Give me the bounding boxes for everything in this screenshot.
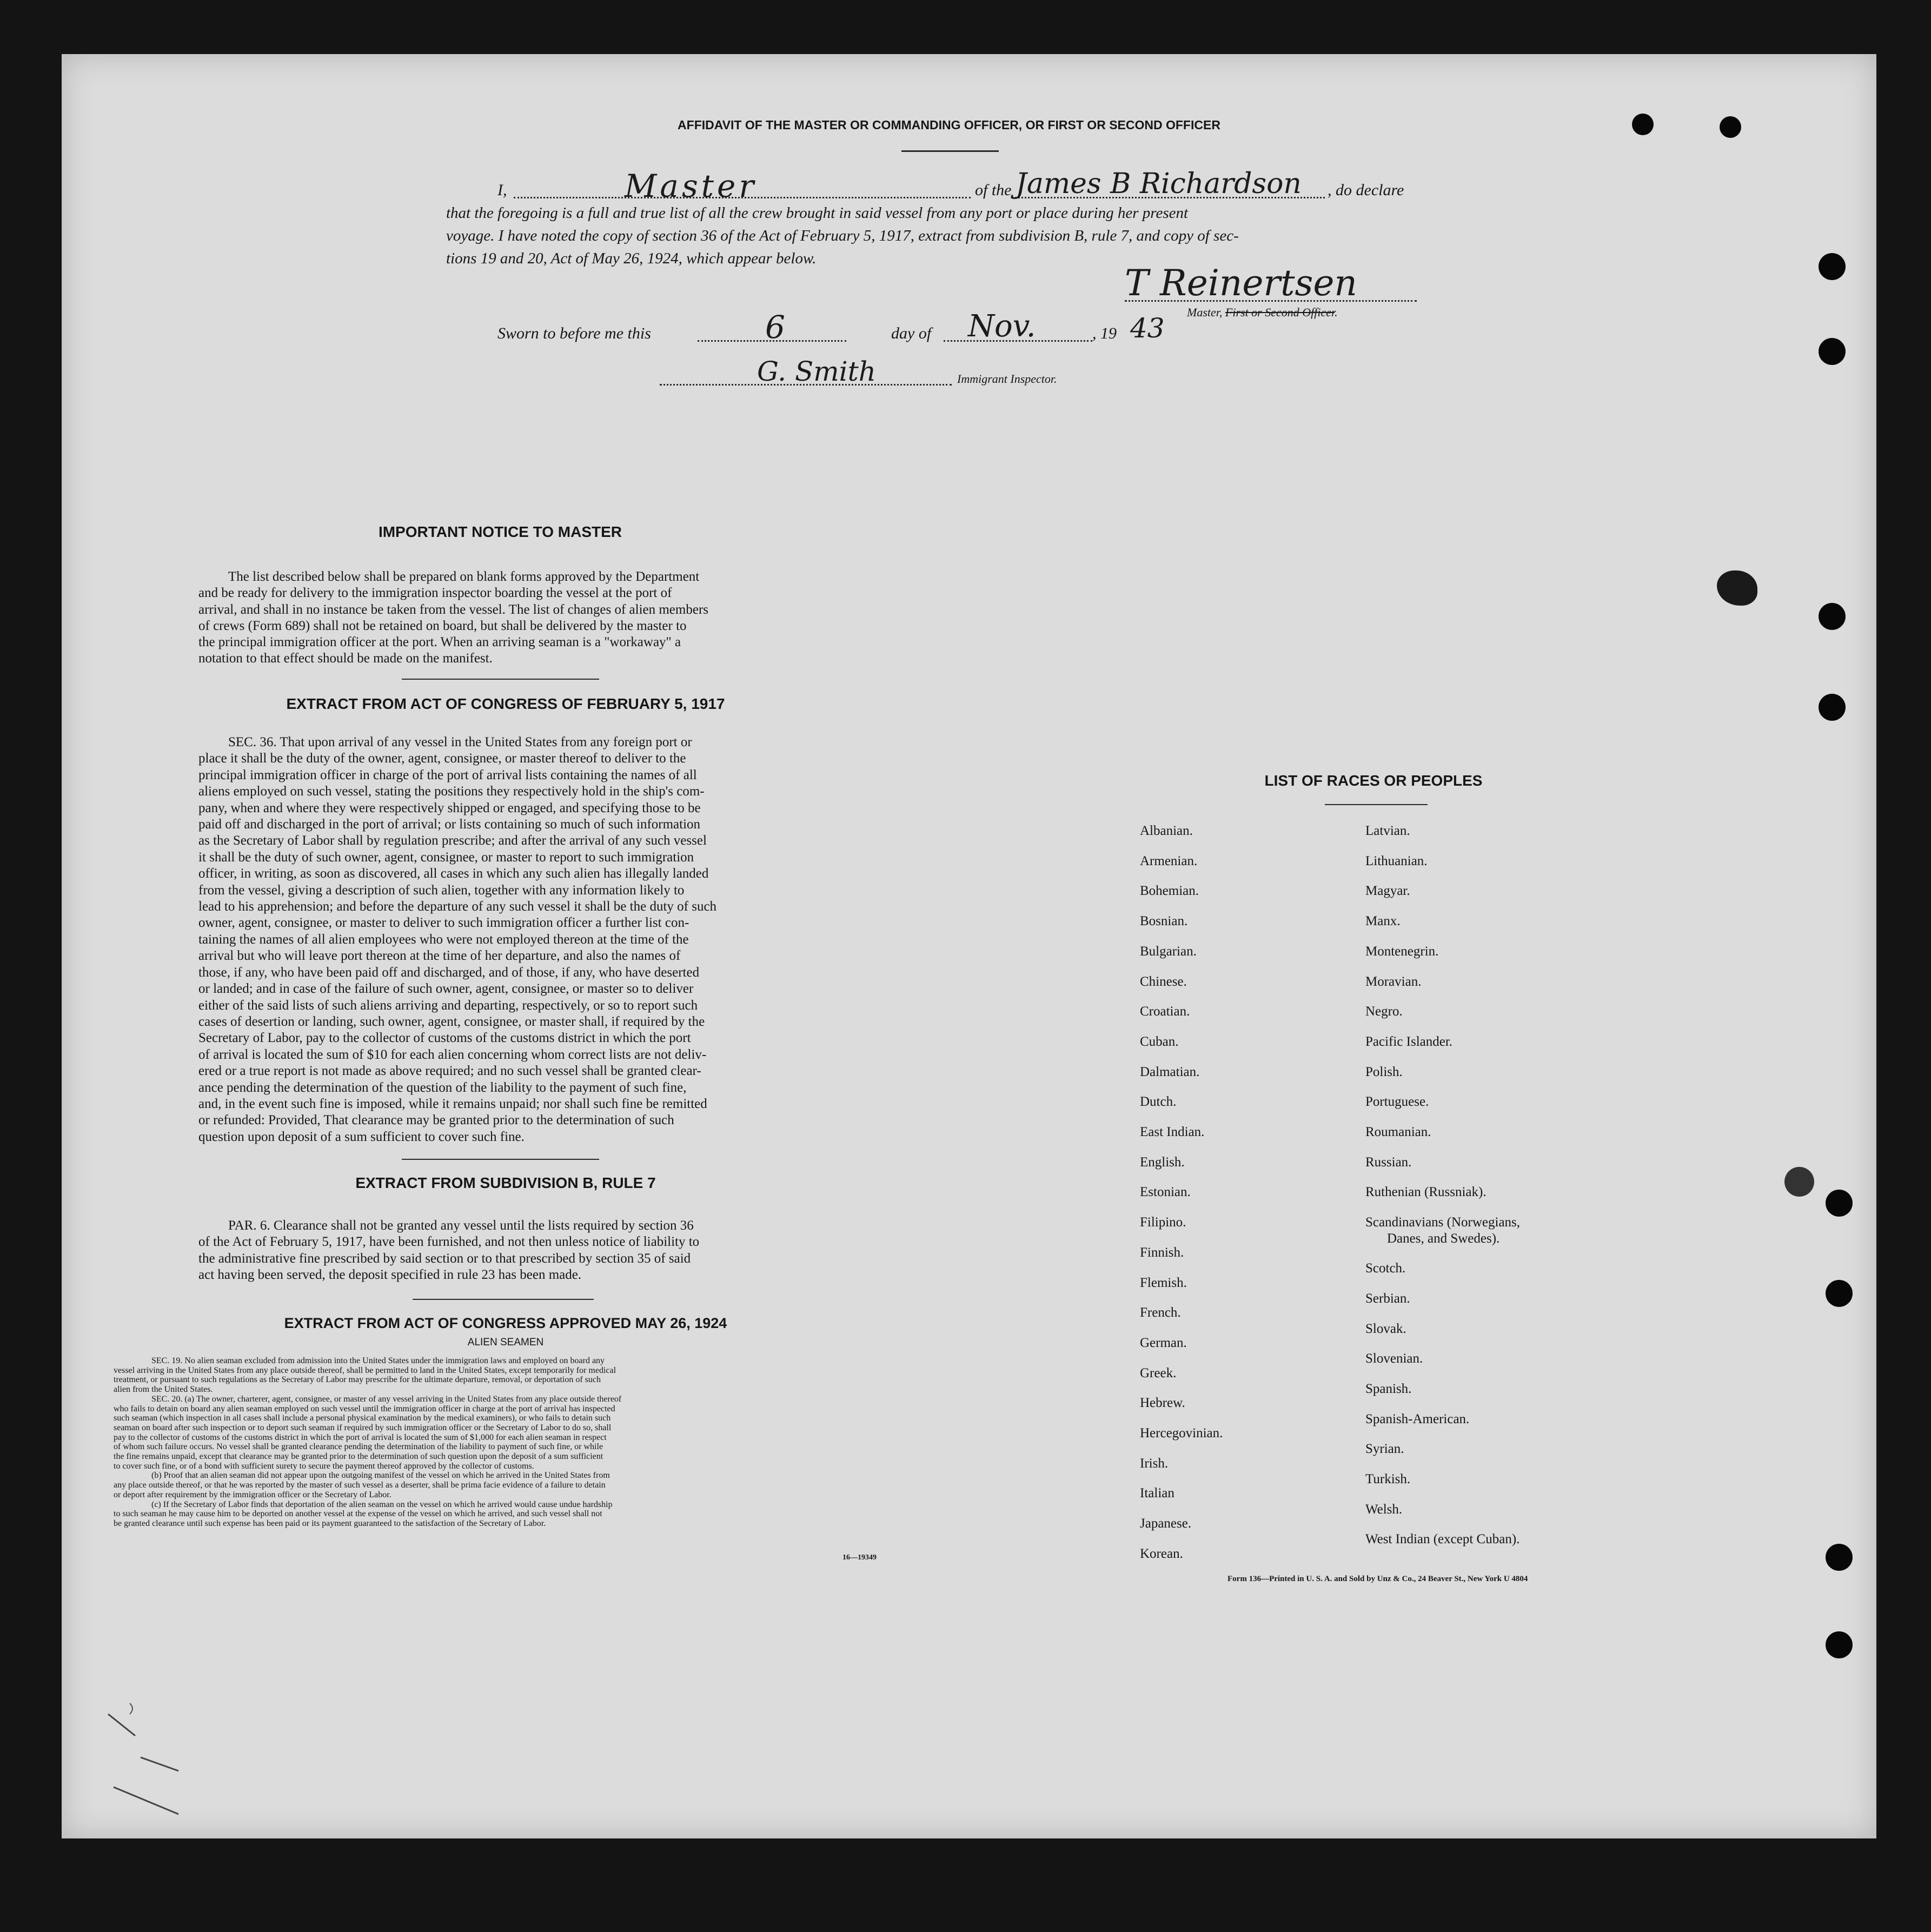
notice-line: arrival, and shall in no instance be taken from the vessel. The list of changes of alien members — [198, 602, 708, 617]
race-item: German. — [1140, 1335, 1187, 1350]
extract-1924-title: EXTRACT FROM ACT OF CONGRESS APPROVED MAY 26, 1924 — [284, 1315, 727, 1331]
race-item: Scandinavians (Norwegians, — [1365, 1215, 1521, 1230]
sec36-line: principal immigration officer in charge of the port of arrival lists containing the names of all — [198, 767, 697, 782]
race-item: Serbian. — [1365, 1291, 1410, 1306]
title-divider — [901, 150, 999, 152]
races-title: LIST OF RACES OR PEOPLES — [1264, 772, 1483, 789]
race-item: Spanish-American. — [1365, 1411, 1470, 1426]
affidavit-line3: voyage. I have noted the copy of section 36 of the Act of February 5, 1917, extract from subdivision B, rule 7, and copy of sec- — [446, 227, 1239, 244]
sec36-line: Secretary of Labor, pay to the collector of customs of the customs district in which the port — [198, 1031, 691, 1046]
sec36-line: either of the said lists of such aliens arriving and departing, respectively, or so to report such — [198, 998, 698, 1013]
sec36-line: question upon deposit of a sum sufficient to cover such fine. — [198, 1129, 525, 1144]
race-item: Pacific Islander. — [1365, 1034, 1453, 1049]
signature-label-period: . — [1335, 306, 1338, 319]
sec19-line: alien from the United States. — [114, 1385, 213, 1395]
sec20-line: of whom such failure occurs. No vessel shall be granted clearance pending the determination of the liability to payment of such fine, or while — [114, 1442, 603, 1452]
punch-hole — [1826, 1544, 1853, 1571]
master-hand: Master — [625, 168, 758, 204]
rule7-line: PAR. 6. Clearance shall not be granted any vessel until the lists required by section 36 — [228, 1218, 694, 1233]
form-info: Form 136—Printed in U. S. A. and Sold by Unz & Co., 24 Beaver St., New York U 4804 — [1227, 1575, 1528, 1583]
extract-1917-title: EXTRACT FROM ACT OF CONGRESS OF FEBRUARY 5, 1917 — [286, 695, 725, 712]
day-hand: 6 — [765, 309, 785, 346]
signature-label — [1187, 306, 1338, 320]
extract-1924-subtitle: ALIEN SEAMEN — [467, 1337, 544, 1348]
sec36-line: arrival but who will leave port thereon at the time of her departure, and also the names of — [198, 948, 681, 964]
race-item: Albanian. — [1140, 824, 1193, 838]
race-item: Slovak. — [1365, 1321, 1406, 1336]
sec36-line: SEC. 36. That upon arrival of any vessel in the United States from any foreign port or — [228, 735, 692, 749]
race-item: West Indian (except Cuban). — [1365, 1532, 1520, 1547]
race-item: Korean. — [1140, 1546, 1183, 1561]
signature-field — [1125, 262, 1417, 304]
race-item: Magyar. — [1365, 884, 1410, 899]
punch-hole — [1720, 116, 1741, 138]
sec36-line: those, if any, who have been paid off and discharged, and of those, if any, who have deserted — [198, 965, 700, 980]
pencil-marks — [97, 1692, 195, 1833]
sec20-line: (c) If the Secretary of Labor finds that deportation of the alien seaman on the vessel on which he arrived would cause undue hardship — [151, 1499, 613, 1509]
sec36-line: pany, when and where they were respectively shipped or engaged, and specifying those to be — [198, 800, 701, 815]
sec36-line: cases of desertion or landing, such owner, agent, consignee, or master shall, if required by the — [198, 1014, 705, 1029]
race-item: Hebrew. — [1140, 1396, 1185, 1411]
notice-line: the principal immigration officer at the port. When an arriving seaman is a "workaway" a — [198, 635, 681, 650]
sec20-line: such seaman (which inspection in all cases shall include a personal physical examination by the medical examiners), or who fails to detain such — [114, 1413, 611, 1423]
race-item: Finnish. — [1140, 1245, 1184, 1260]
punch-hole — [1632, 114, 1654, 135]
race-item: Negro. — [1365, 1004, 1403, 1019]
sec36-line: owner, agent, consignee, or master to deliver to such immigration officer a further list con- — [198, 915, 689, 931]
signature-label-master: Master, — [1187, 306, 1223, 319]
sec36-line: ered or a true report is not made as above required; and no such vessel shall be granted clear- — [198, 1064, 701, 1079]
rule7-line: the administrative fine prescribed by said section or to that prescribed by section 35 of said — [198, 1251, 691, 1266]
sec36-line: or landed; and in case of the failure of such owner, agent, consignee, or master so to deliver — [198, 981, 694, 997]
notice-line: and be ready for delivery to the immigration inspector boarding the vessel at the port of — [198, 586, 672, 601]
rule7-line: of the Act of February 5, 1917, have been furnished, and not then unless notice of liability to — [198, 1234, 700, 1250]
race-item: Estonian. — [1140, 1185, 1191, 1200]
race-item: Welsh. — [1365, 1502, 1403, 1517]
sec20-line: seaman on board after such inspection or to deport such seaman if required by such immigration officer or the Secretary of Labor to do so, shall — [114, 1423, 612, 1432]
sec20-line: to cover such fine, or of a bond with sufficient surety to secure the payment thereof approved by the collector of customs. — [114, 1461, 534, 1471]
month-field — [944, 309, 1092, 344]
sec36-line: and, in the event such fine is imposed, while it remains unpaid; nor shall such fine be remitted — [198, 1096, 707, 1111]
race-item: Russian. — [1365, 1154, 1412, 1170]
race-item: Greek. — [1140, 1365, 1177, 1380]
affidavit-line2: that the foregoing is a full and true list of all the crew brought in said vessel from any port or place during her present — [446, 204, 1189, 222]
inspector-field — [660, 356, 952, 387]
sec36-line: aliens employed on such vessel, stating the positions they respectively hold in the ship's com- — [198, 784, 705, 799]
sec20-line: (b) Proof that an alien seaman did not appear upon the outgoing manifest of the vessel on which he arrived in the United States from — [151, 1471, 610, 1480]
sec20-line: to such seaman he may cause him to be deported on another vessel at the expense of the vessel on which he arrived, and such vessel shall not — [114, 1509, 602, 1519]
section-divider — [402, 1159, 599, 1160]
race-item: Italian — [1140, 1486, 1174, 1501]
master-field — [514, 168, 971, 204]
punch-hole — [1826, 1280, 1853, 1307]
race-item: Bulgarian. — [1140, 944, 1197, 959]
race-item: Scotch. — [1365, 1261, 1406, 1276]
rule7-title: EXTRACT FROM SUBDIVISION B, RULE 7 — [355, 1174, 656, 1191]
of-the-label: of the — [975, 181, 1012, 199]
sec36-line: paid off and discharged in the port of arrival; or lists containing so much of such information — [198, 817, 701, 832]
race-item: Croatian. — [1140, 1004, 1190, 1019]
extract-1917-body — [198, 734, 805, 1145]
punch-hole — [1826, 1190, 1853, 1217]
month-hand: Nov. — [968, 309, 1036, 344]
sec36-line: from the vessel, giving a description of such alien, together with any information likely to — [198, 882, 685, 898]
sec20-line: pay to the collector of customs of the customs district in which the port of arrival is located the sum of $1,000 for each alien seaman in respect — [114, 1432, 607, 1442]
race-item: Japanese. — [1140, 1516, 1192, 1531]
signature-label-struck: First or Second Officer — [1225, 306, 1335, 319]
inspector-label: Immigrant Inspector. — [957, 372, 1057, 386]
sec20-line: SEC. 20. (a) The owner, charterer, agent, consignee, or master of any vessel arriving in the United States from any place outside thereof — [151, 1394, 622, 1404]
vessel-field — [1011, 168, 1325, 200]
punch-hole — [1819, 253, 1846, 280]
race-item: Spanish. — [1365, 1381, 1412, 1396]
race-item: Turkish. — [1365, 1472, 1411, 1487]
affidavit-title: AFFIDAVIT OF THE MASTER OR COMMANDING OFFICER, OR FIRST OR SECOND OFFICER — [678, 118, 1220, 132]
sec36-line: it shall be the duty of such owner, agent, consignee, or master to report to such immigration — [198, 849, 694, 865]
extract-1924-body — [114, 1356, 891, 1529]
sec19-line: SEC. 19. No alien seaman excluded from admission into the United States under the immigration laws and employed on board any — [151, 1356, 605, 1365]
race-item: Cuban. — [1140, 1034, 1179, 1049]
vessel-hand: James B Richardson — [1016, 168, 1302, 200]
sec20-line: any place outside thereof, or that he was reported by the master of such vessel as a deserter, shall be prima facie evidence of a failure to detain — [114, 1480, 606, 1490]
sec36-line: place it shall be the duty of the owner, agent, consignee, or master thereof to deliver to the — [198, 751, 686, 766]
race-item: Lithuanian. — [1365, 853, 1428, 868]
race-item: Irish. — [1140, 1456, 1169, 1471]
race-item: Moravian. — [1365, 974, 1422, 989]
sec36-line: taining the names of all alien employees who were not employed thereon at the time of the — [198, 932, 689, 947]
sec20-line: who fails to detain on board any alien seaman employed on such vessel until the immigration officer in charge at the port of arrival has inspected — [114, 1404, 615, 1413]
notice-line: of crews (Form 689) shall not be retained on board, but shall be delivered by the master to — [198, 618, 687, 633]
rule7-body — [198, 1218, 805, 1284]
notice-body — [198, 569, 805, 667]
rule7-line: act having been served, the deposit specified in rule 23 has been made. — [198, 1267, 582, 1283]
ink-blot — [1784, 1167, 1814, 1197]
races-left-column — [1140, 816, 1223, 1569]
races-right-column — [1365, 816, 1520, 1555]
sworn-prefix: Sworn to before me this — [497, 324, 651, 342]
day-field — [698, 309, 846, 346]
sec36-line: officer, in writing, as soon as discovered, all cases in which any such alien has illegally landed — [198, 866, 709, 881]
race-item: Dalmatian. — [1140, 1064, 1200, 1079]
race-item: Slovenian. — [1365, 1351, 1423, 1366]
year-prefix: , 19 — [1092, 324, 1117, 342]
race-item: Flemish. — [1140, 1275, 1187, 1290]
sec36-line: ance pending the determination of the question of the liability to the payment of such fine, — [198, 1080, 687, 1095]
day-of-label: day of — [891, 324, 932, 342]
sec20-line: be granted clearance until such expense has been paid or its payment guaranteed to the satisfaction of the Secretary of Labor. — [114, 1518, 546, 1528]
race-item: Syrian. — [1365, 1442, 1404, 1457]
sec36-line: as the Secretary of Labor shall by regulation prescribe; and after the arrival of any such vessel — [198, 833, 707, 848]
inspector-hand: G. Smith — [757, 356, 876, 387]
race-item: Portuguese. — [1365, 1094, 1429, 1110]
sec36-line: lead to his apprehension; and before the departure of any such vessel it shall be the duty of such — [198, 899, 717, 914]
race-item: Bosnian. — [1140, 914, 1188, 929]
notice-line: The list described below shall be prepared on blank forms approved by the Department — [228, 569, 700, 584]
race-item: Danes, and Swedes). — [1387, 1231, 1500, 1246]
punch-hole — [1819, 338, 1846, 365]
signature-hand: T Reinertsen — [1125, 262, 1357, 304]
sec20-line: or deport after requirement by the immigration officer or the Secretary of Labor. — [114, 1490, 391, 1499]
race-item: Manx. — [1365, 914, 1401, 929]
punch-hole — [1826, 1631, 1853, 1658]
race-item: Filipino. — [1140, 1215, 1186, 1230]
section-divider — [402, 679, 599, 680]
sec36-line: or refunded: Provided, That clearance may be granted prior to the determination of such — [198, 1113, 674, 1128]
line1-prefix: I, — [497, 181, 507, 199]
race-item: Chinese. — [1140, 974, 1187, 989]
race-item: Bohemian. — [1140, 884, 1199, 899]
year-hand: 43 — [1130, 313, 1165, 344]
race-item: Latvian. — [1365, 824, 1410, 838]
race-item: Montenegrin. — [1365, 944, 1439, 959]
section-divider — [413, 1299, 594, 1300]
sec20-line: the fine remains unpaid, except that clearance may be granted prior to the determination of such question upon the deposit of a sum sufficient — [114, 1452, 603, 1462]
race-item: Dutch. — [1140, 1094, 1177, 1110]
race-item: Polish. — [1365, 1064, 1403, 1079]
punch-hole — [1819, 603, 1846, 630]
race-item: Hercegovinian. — [1140, 1426, 1223, 1441]
sec19-line: treatment, or pursuant to such regulations as the Secretary of Labor may prescribe for the ultimate departure, removal, or deportation of such — [114, 1375, 601, 1385]
race-item: English. — [1140, 1154, 1185, 1170]
punch-hole — [1819, 694, 1846, 721]
race-item: Roumanian. — [1365, 1125, 1431, 1140]
race-item: Armenian. — [1140, 853, 1198, 868]
sec36-line: of arrival is located the sum of $10 for each alien concerning whom correct lists are not deliv- — [198, 1047, 707, 1062]
race-item: East Indian. — [1140, 1125, 1205, 1140]
race-item: Ruthenian (Russniak). — [1365, 1185, 1487, 1200]
sec19-line: vessel arriving in the United States from any place outside thereof, shall be permitted to land in the United States, except temporarily for medical — [114, 1365, 616, 1375]
affidavit-line4: tions 19 and 20, Act of May 26, 1924, which appear below. — [446, 250, 817, 267]
races-divider — [1325, 804, 1428, 805]
notice-title: IMPORTANT NOTICE TO MASTER — [378, 523, 622, 540]
race-item: French. — [1140, 1305, 1181, 1320]
print-code: 16—19349 — [842, 1553, 877, 1562]
notice-line: notation to that effect should be made on the manifest. — [198, 651, 493, 666]
line1-suffix: , do declare — [1328, 181, 1404, 199]
